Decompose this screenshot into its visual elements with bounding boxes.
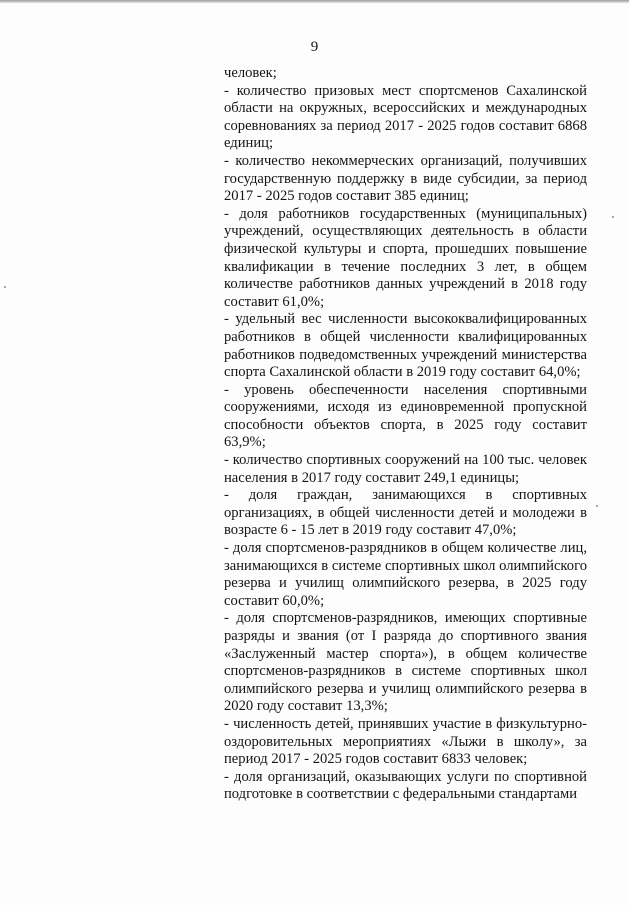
paragraph-ranked-athletes-share: - доля спортсменов-разрядников в общем количестве лиц, занимающихся в системе спортивных школ олимпийского резерва и училищ олимпийского резерва, в 2025 году составит 60,0%; — [224, 540, 587, 609]
scan-speck — [596, 505, 598, 507]
paragraph-nonprofit-organizations: - количество некоммерческих организаций, получивших государственную поддержку в виде субсидии, за период 2017 - 2025 годов составит 385 единиц; — [224, 152, 587, 205]
paragraph-highly-qualified-staff: - удельный вес численности высококвалифицированных работников в общей численности квалифицированных работников подведомственных учреждений министерства спорта Сахалинской области в 2019 году составит 64,0%; — [224, 311, 587, 381]
scan-top-edge — [0, 0, 629, 3]
paragraph-continuation: человек; — [224, 65, 277, 81]
paragraph-facilities-per-100k: - количество спортивных сооружений на 100 тыс. человек населения в 2017 году составит 249,1 единицы; — [224, 452, 587, 486]
body-text — [224, 65, 587, 804]
paragraph-staff-qualification: - доля работников государственных (муниципальных) учреждений, осуществляющих деятельность в области физической культуры и спорта, прошедших повышение квалификации в течение последних 3 лет, в общем количестве работников данных учреждений в 2018 году составит 61,0%; — [224, 205, 587, 310]
paragraph-prize-places: - количество призовых мест спортсменов Сахалинской области на окружных, всероссийских и международных соревнованиях за период 2017 - 2025 годов составит 6868 единиц; — [224, 82, 587, 152]
paragraph-ski-to-school: - численность детей, принявших участие в физкультурно-оздоровительных мероприятиях «Лыжи в школу», за период 2017 - 2025 годов составит 6833 человек; — [224, 715, 587, 768]
page-number: 9 — [310, 39, 319, 55]
paragraph-ranked-athletes-titles: - доля спортсменов-разрядников, имеющих спортивные разряды и звания (от I разряда до спортивного звания «Заслуженный мастер спорта»), в общем количестве спортсменов-разрядников в системе спортивных школ олимпийского резерва и училищ олимпийского резерва в 2020 году составит 13,3%; — [224, 610, 587, 715]
scan-speck — [612, 216, 614, 218]
paragraph-sports-facilities-capacity: - уровень обеспеченности населения спортивными сооружениями, исходя из единовременной пропускной способности объектов спорта, в 2025 году составит 63,9%; — [224, 381, 587, 451]
paragraph-youth-participation: - доля граждан, занимающихся в спортивных организациях, в общей численности детей и молодежи в возрасте 6 - 15 лет в 2019 году составит 47,0%; — [224, 487, 587, 539]
paragraph-sports-training-services: - доля организаций, оказывающих услуги по спортивной подготовке в соответствии с федеральными стандартами — [224, 768, 587, 803]
scan-speck — [4, 286, 6, 288]
